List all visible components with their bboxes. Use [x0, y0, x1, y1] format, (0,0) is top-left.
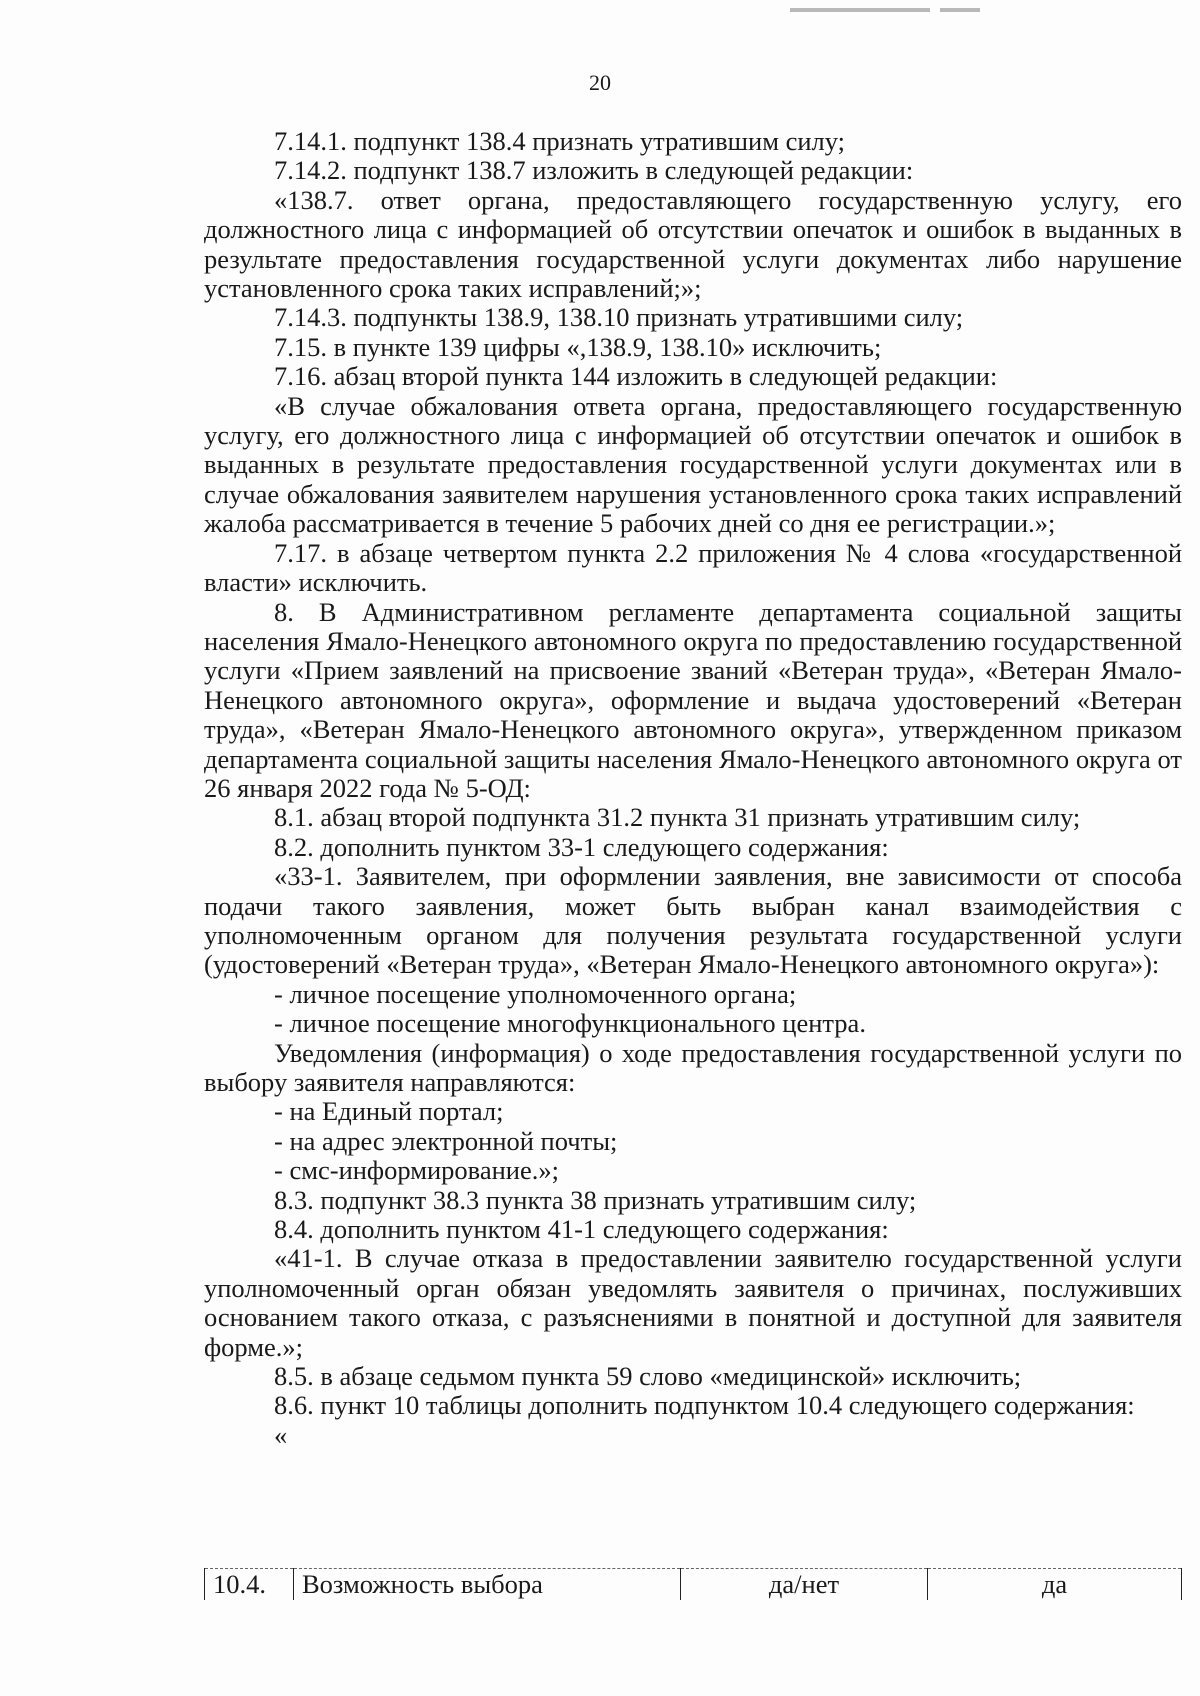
paragraph: «В случае обжалования ответа органа, предоставляющего государственную услугу, его должностного лица с информацией об отсутствии опечаток и ошибок в выданных в результате предоставления государственной услуги документах или в случае обжалования заявителем нарушения установленного срока таких исправлений жалоба рассматривается в течение 5 рабочих дней со дня ее регистрации.»; [204, 390, 1182, 539]
list-item: - личное посещение многофункционального центра. [274, 1008, 866, 1039]
paragraph: 7.14.3. подпункты 138.9, 138.10 признать утратившими силу; [274, 302, 964, 333]
paragraph: 7.15. в пункте 139 цифры «,138.9, 138.10» исключить; [274, 331, 882, 362]
list-item: - личное посещение уполномоченного органа; [274, 978, 797, 1009]
table-cell-name: Возможность выбора [294, 1569, 681, 1601]
table-cell-unit: да/нет [681, 1569, 928, 1601]
table-row [205, 1569, 1182, 1601]
paragraph: Уведомления (информация) о ходе предоставления государственной услуги по выбору заявителя направляются: [204, 1037, 1182, 1097]
table-cell-value: да [928, 1569, 1182, 1601]
paragraph: 7.14.2. подпункт 138.7 изложить в следующей редакции: [274, 155, 914, 186]
scan-artifact [940, 8, 980, 12]
page-number: 20 [589, 70, 611, 95]
list-item: - смс-информирование.»; [274, 1155, 559, 1186]
list-item: - на адрес электронной почты; [274, 1125, 618, 1156]
paragraph: 8.3. подпункт 38.3 пункта 38 признать утратившим силу; [274, 1184, 917, 1215]
scan-artifact [790, 8, 930, 12]
quote-open-mark: « [274, 1419, 288, 1450]
table-cell-number: 10.4. [205, 1569, 294, 1601]
document-body [204, 127, 1182, 1450]
paragraph: 8.2. дополнить пунктом 33-1 следующего содержания: [274, 831, 889, 862]
paragraph: «138.7. ответ органа, предоставляющего государственную услугу, его должностного лица с информацией об отсутствии опечаток и ошибок в выданных в результате предоставления государственной услуги документах либо нарушение установленного срока таких исправлений;»; [204, 184, 1182, 304]
list-item: - на Единый портал; [274, 1096, 504, 1127]
paragraph: 8.1. абзац второй подпункта 31.2 пункта 31 признать утратившим силу; [274, 802, 1081, 833]
paragraph: 8.5. в абзаце седьмом пункта 59 слово «медицинской» исключить; [274, 1361, 1022, 1392]
paragraph: «33-1. Заявителем, при оформлении заявления, вне зависимости от способа подачи такого заявления, может быть выбран канал взаимодействия с уполномоченным органом для получения результата государственной услуги (удостоверений «Ветеран труда», «Ветеран Ямало-Ненецкого автономного округа»): [204, 861, 1182, 980]
paragraph: 8.6. пункт 10 таблицы дополнить подпунктом 10.4 следующего содержания: [274, 1390, 1135, 1421]
paragraph: 8. В Административном регламенте департамента социальной защиты населения Ямало-Ненецкого автономного округа по предоставлению государственной услуги «Прием заявлений на присвоение званий «Ветеран труда», «Ветеран Ямало-Ненецкого автономного округа», оформление и выдача удостоверений «Ветеран труда», «Ветеран Ямало-Ненецкого автономного округа», утвержденном приказом департамента социальной защиты населения Ямало-Ненецкого автономного округа от 26 января 2022 года № 5-ОД: [204, 596, 1182, 803]
amendment-table [204, 1568, 1182, 1600]
paragraph: 8.4. дополнить пунктом 41-1 следующего содержания: [274, 1214, 889, 1245]
paragraph: «41-1. В случае отказа в предоставлении заявителю государственной услуги уполномоченный орган обязан уведомлять заявителя о причинах, послуживших основанием такого отказа, с разъяснениями в понятной и доступной для заявителя форме.»; [204, 1243, 1182, 1362]
paragraph: 7.14.1. подпункт 138.4 признать утратившим силу; [274, 126, 846, 156]
paragraph: 7.17. в абзаце четвертом пункта 2.2 приложения № 4 слова «государственной власти» исключить. [204, 537, 1182, 598]
paragraph: 7.16. абзац второй пункта 144 изложить в следующей редакции: [274, 361, 998, 392]
